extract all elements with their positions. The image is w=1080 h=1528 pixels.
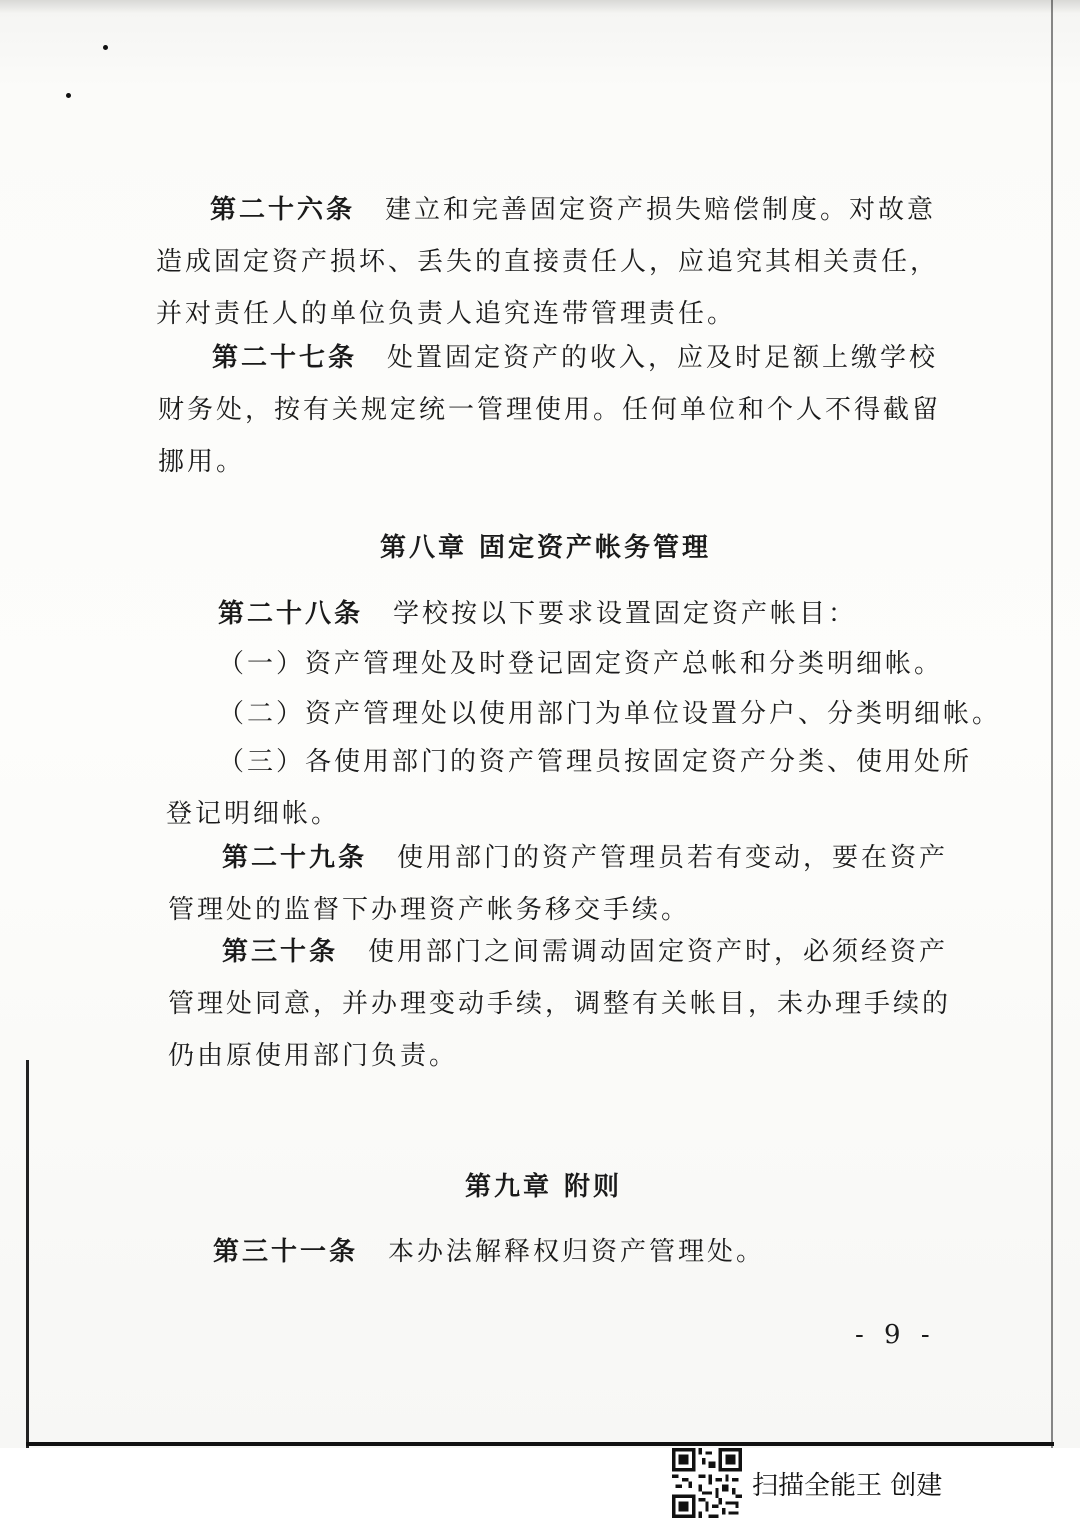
scan-top-shadow	[0, 0, 1080, 14]
list-item	[218, 638, 943, 690]
text-line: （二）资产管理处以使用部门为单位设置分户、分类明细帐。	[218, 699, 1002, 729]
scanner-watermark	[672, 1446, 942, 1520]
text-line: 造成固定资产损坏、丢失的直接责任人，应追究其相关责任，	[156, 247, 940, 277]
article-26	[156, 184, 939, 340]
scan-speck	[66, 93, 71, 98]
text-line: 本办法解释权归资产管理处。	[388, 1237, 766, 1267]
qr-code-icon	[672, 1448, 742, 1518]
article-label: 第三十条	[222, 937, 339, 967]
text-line: 建立和完善固定资产损失赔偿制度。对故意	[385, 195, 937, 225]
text-line: 管理处的监督下办理资产帐务移交手续。	[168, 895, 691, 925]
article-29	[168, 832, 948, 936]
article-31	[213, 1226, 765, 1278]
text-line: 财务处，按有关规定统一管理使用。任何单位和个人不得截留	[158, 395, 942, 425]
article-label: 第三十一条	[213, 1237, 359, 1267]
text-line: 使用部门的资产管理员若有变动，要在资产	[397, 843, 949, 873]
text-line: 使用部门之间需调动固定资产时，必须经资产	[368, 937, 949, 967]
text-line: 登记明细帐。	[166, 799, 341, 829]
article-label: 第二十七条	[212, 343, 358, 373]
chapter-heading: 第九章 附则	[465, 1172, 623, 1202]
text-line: 并对责任人的单位负责人追究连带管理责任。	[156, 299, 737, 329]
page-number: - 9 -	[855, 1320, 936, 1350]
text-line: （一）资产管理处及时登记固定资产总帐和分类明细帐。	[218, 649, 944, 679]
article-27	[158, 332, 941, 488]
text-line: 管理处同意，并办理变动手续，调整有关帐目，未办理手续的	[168, 989, 952, 1019]
article-label: 第二十八条	[218, 599, 364, 629]
text-line: 仍由原使用部门负责。	[168, 1041, 459, 1071]
page-right-edge	[1051, 0, 1053, 1448]
watermark-text: 扫描全能王 创建	[752, 1470, 943, 1501]
chapter-heading: 第八章 固定资产帐务管理	[380, 533, 712, 563]
article-label: 第二十九条	[222, 843, 368, 873]
text-line: 挪用。	[158, 447, 246, 477]
scan-speck	[103, 45, 108, 50]
text-line: （三）各使用部门的资产管理员按固定资产分类、使用处所	[218, 747, 973, 777]
text-line: 处置固定资产的收入，应及时足额上缴学校	[387, 343, 939, 373]
article-28	[218, 588, 857, 640]
article-label: 第二十六条	[210, 195, 356, 225]
list-item	[218, 688, 1001, 740]
page-left-edge	[26, 1060, 29, 1448]
article-30	[168, 926, 951, 1082]
list-item	[166, 736, 972, 840]
text-line: 学校按以下要求设置固定资产帐目：	[393, 599, 858, 629]
